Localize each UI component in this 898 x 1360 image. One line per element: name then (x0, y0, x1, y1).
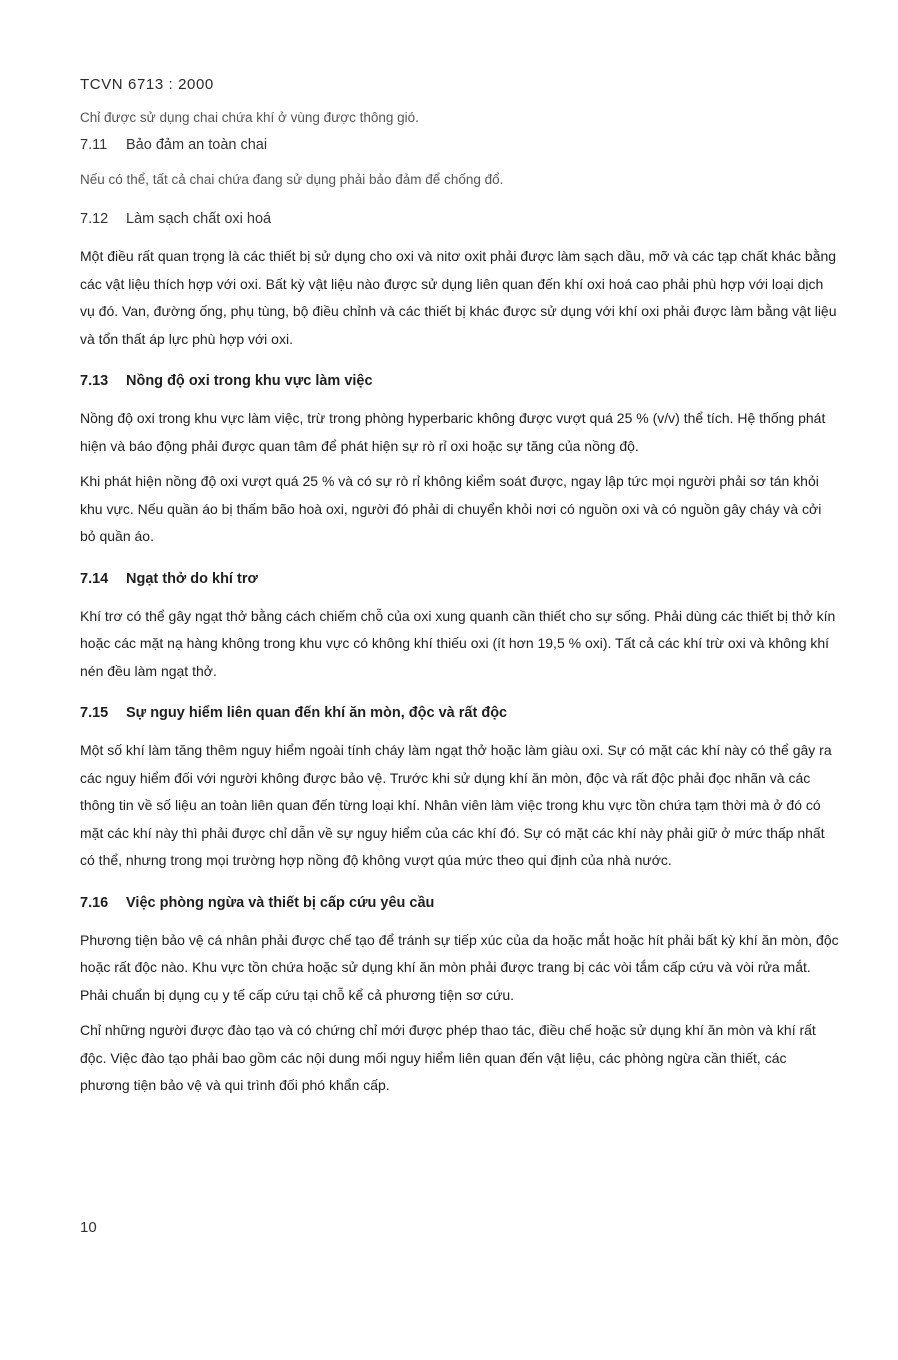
section-heading (80, 571, 840, 587)
section-7-13 (80, 373, 840, 551)
section-number: 7.11 (80, 137, 108, 153)
section-7-15 (80, 705, 840, 875)
section-heading (80, 373, 840, 389)
paragraph: Một điều rất quan trọng là các thiết bị sử dụng cho oxi và nitơ oxit phải được làm sạch dầu, mỡ và các tạp chất khác bằng các vật liệu thích hợp với oxi. Bất kỳ vật liệu nào được sử dụng liên quan đến khí oxi hoá cao phải phù hợp với loại dịch vụ đó. Van, đường ống, phụ tùng, bộ điều chỉnh và các thiết bị khác được sử dụng với khí oxi phải được làm bằng vật liệu và tổn thất áp lực phù hợp với oxi. (80, 248, 837, 347)
document-code: TCVN 6713 : 2000 (80, 76, 214, 93)
page-number: 10 (80, 1219, 97, 1236)
section-heading (80, 137, 840, 153)
section-7-16 (80, 895, 840, 1100)
document-page (80, 76, 840, 1120)
section-7-12 (80, 211, 840, 353)
paragraph: Khí trơ có thể gây ngạt thở bằng cách chiếm chỗ của oxi xung quanh cần thiết cho sự sống. Phải dùng các thiết bị thở kín hoặc các mặt nạ hàng không trong khu vực có không khí thiếu oxi (ít hơn 19,5 % oxi). Tất cả các khí trừ oxi và không khí nén đều làm ngạt thở. (80, 607, 836, 679)
section-number: 7.15 (80, 705, 109, 721)
section-number: 7.16 (80, 894, 109, 911)
paragraph: Nồng độ oxi trong khu vực làm việc, trừ trong phòng hyperbaric không được vượt quá 25 % (v/v) thể tích. Hệ thống phát hiện và báo động phải được quan tâm để phát hiện sự rò rỉ oxi hoặc sự tăng của nồng độ. (80, 410, 826, 454)
section-number: 7.13 (80, 373, 109, 389)
section-number: 7.12 (80, 211, 109, 227)
section-title: Sự nguy hiểm liên quan đến khí ăn mòn, độc và rất độc (126, 705, 508, 721)
paragraph: Chỉ những người được đào tạo và có chứng chỉ mới được phép thao tác, điều chế hoặc sử dụng khí ăn mòn và khí rất độc. Việc đào tạo phải bao gồm các nội dung mối nguy hiểm liên quan đến vật liệu, các phòng ngừa cần thiết, các phương tiện bảo vệ và qui trình đối phó khẩn cấp. (80, 1022, 816, 1093)
section-number: 7.14 (80, 570, 109, 587)
section-7-11 (80, 137, 840, 191)
lead-paragraph: Chỉ được sử dụng chai chứa khí ở vùng được thông gió. (80, 110, 419, 125)
section-title: Nồng độ oxi trong khu vực làm việc (126, 373, 373, 389)
paragraph: Phương tiện bảo vệ cá nhân phải được chế tạo để tránh sự tiếp xúc của da hoặc mắt hoặc hít phải bất kỳ khí ăn mòn, độc hoặc rất độc nào. Khu vực tồn chứa hoặc sử dụng khí ăn mòn phải được trang bị các vòi tắm cấp cứu và vòi rửa mắt. Phải chuẩn bị dụng cụ y tế cấp cứu tại chỗ kể cả phương tiện sơ cứu. (80, 931, 839, 1003)
section-heading (80, 211, 840, 227)
section-heading (80, 895, 840, 911)
paragraph: Khi phát hiện nồng độ oxi vượt quá 25 % và có sự rò rỉ không kiểm soát được, ngay lập tức mọi người phải sơ tán khỏi khu vực. Nếu quần áo bị thấm bão hoà oxi, người đó phải di chuyển khỏi nơi có nguồn oxi và có nguồn gây cháy và cởi bỏ quần áo. (80, 473, 822, 544)
section-heading (80, 705, 840, 721)
section-title: Việc phòng ngừa và thiết bị cấp cứu yêu cầu (126, 894, 435, 911)
paragraph: Một số khí làm tăng thêm nguy hiểm ngoài tính cháy làm ngạt thở hoặc làm giàu oxi. Sự có mặt các khí này có thể gây ra các nguy hiểm đối với người không được bảo vệ. Trước khi sử dụng khí ăn mòn, độc và rất độc phải đọc nhãn và các thông tin về số liệu an toàn liên quan đến từng loại khí. Nhân viên làm việc trong khu vực tồn chứa tạm thời mà ở đó có mặt các khí này thì phải được chỉ dẫn về sự nguy hiểm của các khí đó. Sự có mặt các khí này phải giữ ở mức thấp nhất có thể, nhưng trong mọi trường hợp nồng độ không vượt qúa mức theo qui định của nhà nước. (80, 742, 832, 868)
section-title: Bảo đảm an toàn chai (126, 137, 268, 153)
paragraph: Nếu có thể, tất cả chai chứa đang sử dụng phải bảo đảm để chống đổ. (80, 172, 504, 187)
section-7-14 (80, 571, 840, 686)
section-title: Ngạt thở do khí trơ (126, 570, 258, 587)
section-title: Làm sạch chất oxi hoá (126, 211, 272, 227)
